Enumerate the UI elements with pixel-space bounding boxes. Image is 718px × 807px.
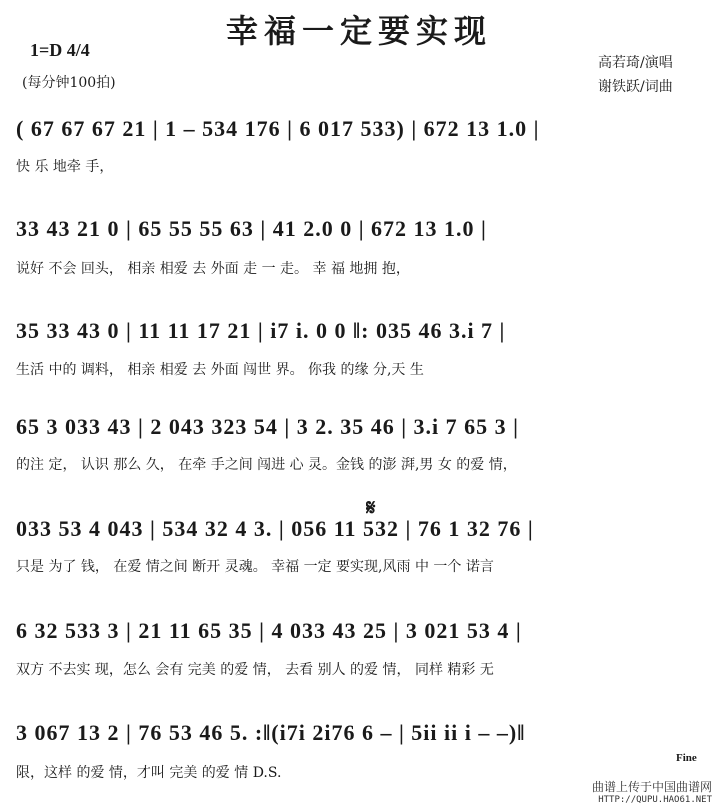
score-line-1-notes: ( 67 67 67 21 | 1 – 534 176 | 6 017 533) | 672 13 1.0 |: [16, 116, 540, 141]
score-line-7-lyrics: 限，这样 的爱 情，才叫 完美 的爱 情 D.S.: [16, 765, 282, 781]
score-line-5-notes: 033 53 4 043 | 534 32 4 3. | 056 11 532 | 76 1 32 76 |: [16, 516, 534, 541]
singer-credit: 高若琦/演唱: [598, 55, 673, 71]
score-line-6-notes: 6 32 533 3 | 21 11 65 35 | 4 033 43 25 | 3 021 53 4 |: [16, 618, 522, 643]
score-line-4-lyrics: 的注 定， 认识 那么 久， 在牵 手之间 闯进 心 灵。金钱 的澎 湃,男 女 的爱 情，: [16, 457, 517, 473]
score-line-4-notes: 65 3 033 43 | 2 043 323 54 | 3 2. 35 46 | 3.i 7 65 3 |: [16, 414, 519, 439]
score-line-2-lyrics: 说好 不会 回头， 相亲 相爱 去 外面 走 一 走。 幸 福 地拥 抱，: [16, 261, 410, 277]
score-line-6-lyrics: 双方 不去实 现，怎么 会有 完美 的爱 情， 去看 别人 的爱 情， 同样 精彩 无: [16, 662, 494, 678]
composer-credit: 谢铁跃/词曲: [598, 79, 673, 95]
fine-mark: Fine: [676, 752, 697, 764]
watermark-line-1: 曲谱上传于中国曲谱网: [591, 780, 712, 794]
watermark-line-2: HTTP://QUPU.HAO61.NET: [598, 795, 712, 805]
key-signature: 1=D 4/4: [30, 40, 90, 60]
score-line-7-notes: 3 067 13 2 | 76 53 46 5. :‖(i7i 2i76 6 – | 5ii ii i – –)‖: [16, 720, 526, 745]
score-line-3-notes: 35 33 43 0 | 11 11 17 21 | i7 i. 0 0 ‖: 035 46 3.i 7 |: [16, 318, 506, 343]
score-line-5-lyrics: 只是 为了 钱， 在爱 情之间 断开 灵魂。 幸福 一定 要实现,风雨 中 一个 诺言: [16, 559, 494, 575]
segno-mark: 𝄋: [366, 495, 377, 520]
site-watermark: [592, 778, 712, 805]
song-title: 幸福一定要实现: [225, 12, 492, 50]
score-line-3-lyrics: 生活 中的 调料， 相亲 相爱 去 外面 闯世 界。 你我 的缘 分,天 生: [16, 362, 424, 378]
score-line-1-lyrics: 快 乐 地牵 手，: [16, 159, 114, 175]
tempo-marking: (每分钟100拍): [22, 75, 116, 91]
score-line-2-notes: 33 43 21 0 | 65 55 55 63 | 41 2.0 0 | 672 13 1.0 |: [16, 216, 487, 241]
